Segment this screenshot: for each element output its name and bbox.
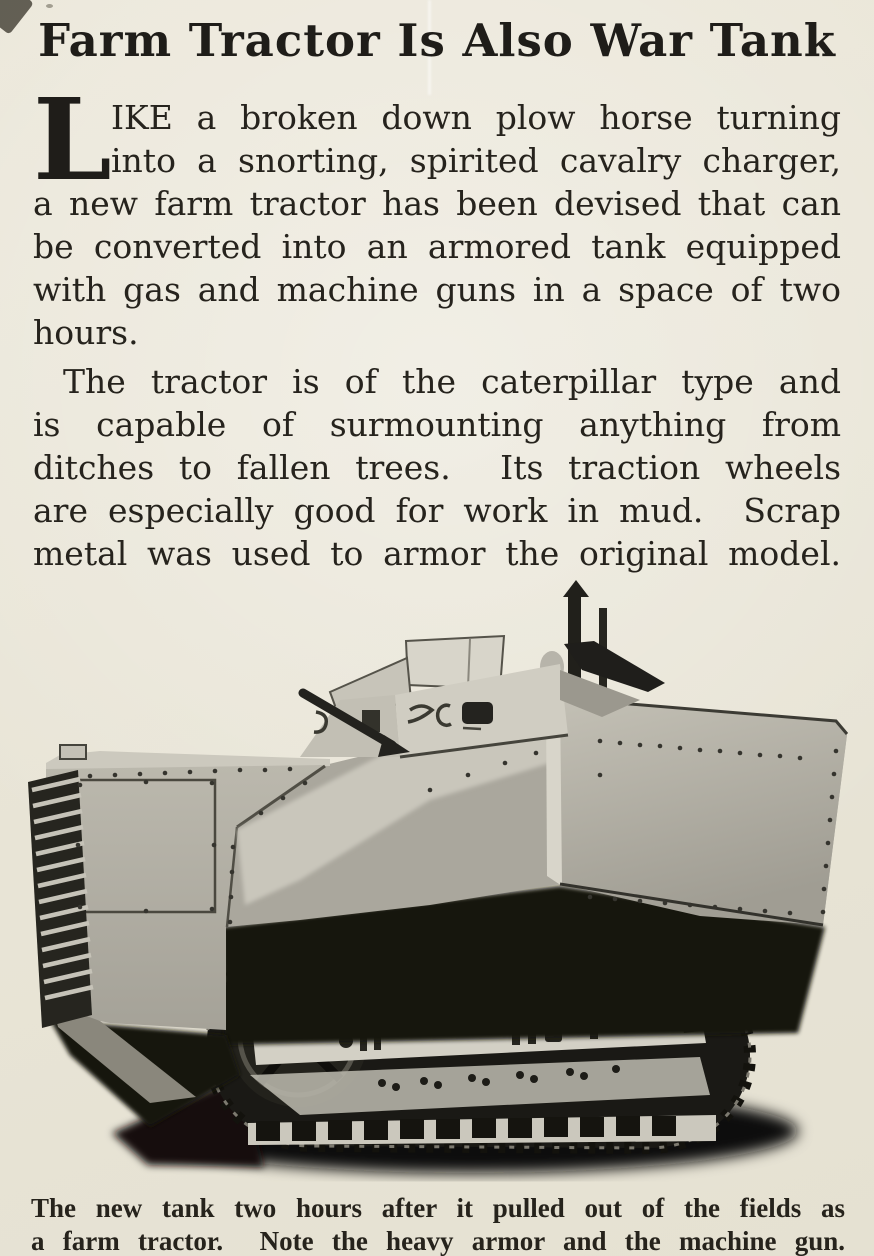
body-line: The tractor is of the caterpillar type and	[63, 362, 841, 401]
paragraph-1	[33, 75, 841, 354]
vision-slit	[462, 702, 493, 724]
drop-cap: L	[33, 75, 112, 206]
body-line: IKE a broken down plow horse turning	[111, 98, 841, 137]
photo-caption	[31, 1192, 845, 1256]
body-line: a new farm tractor has been devised that can	[33, 184, 841, 223]
body-line: ditches to fallen trees. Its traction wheels	[33, 448, 841, 487]
body-line: metal was used to armor the original model.	[33, 534, 841, 573]
tank-photo	[0, 575, 874, 1190]
cab	[300, 636, 568, 757]
caption-line: a farm tractor. Note the heavy armor and the machine gun.	[31, 1226, 845, 1256]
gun-barrel-tip	[563, 580, 589, 597]
paragraph-2	[33, 360, 841, 575]
body-line: into a snorting, spirited cavalry charger,	[111, 141, 841, 180]
headline: Farm Tractor Is Also War Tank	[38, 14, 836, 67]
filler-cap	[60, 745, 86, 759]
machine-gun	[560, 580, 665, 717]
body-line: with gas and machine guns in a space of two	[33, 270, 841, 309]
body-line: is capable of surmounting anything from	[33, 405, 841, 444]
body-line: be converted into an armored tank equipped	[33, 227, 841, 266]
caption-line: The new tank two hours after it pulled out of the fields as	[31, 1193, 845, 1223]
scan-artifact-speck	[46, 4, 53, 8]
armored-hull	[546, 697, 847, 925]
body-line: are especially good for work in mud. Scrap	[33, 491, 841, 530]
body-line: hours.	[33, 313, 139, 352]
